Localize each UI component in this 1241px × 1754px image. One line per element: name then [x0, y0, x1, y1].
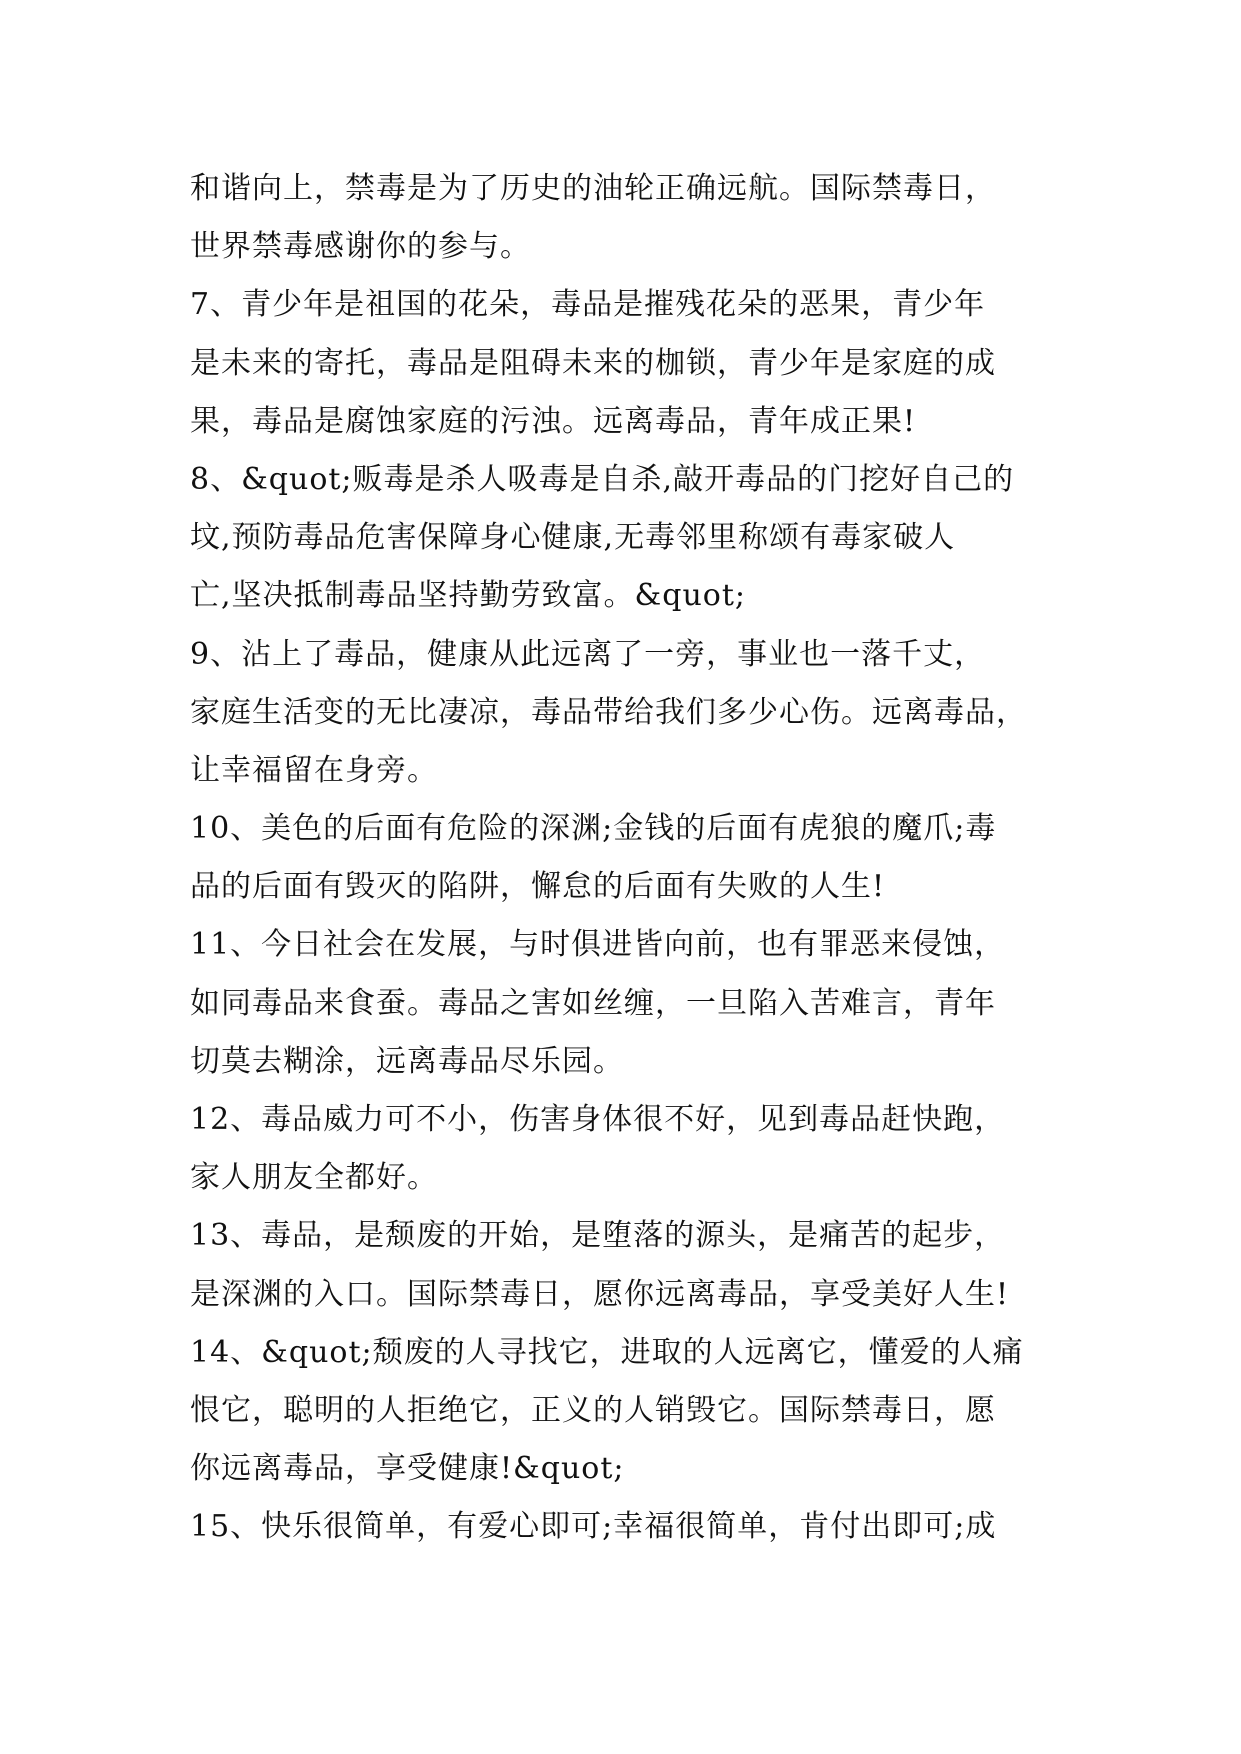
text-line: 9、沾上了毒品，健康从此远离了一旁，事业也一落千丈，: [190, 636, 986, 672]
paragraph-13: [190, 1207, 1070, 1323]
paragraph-9: [190, 626, 1070, 801]
paragraph-10: [190, 800, 1070, 916]
paragraph-continuation: [190, 160, 1070, 276]
text-line: 让幸福留在身旁。: [190, 752, 438, 788]
text-line: 11、今日社会在发展，与时俱进皆向前，也有罪恶来侵蚀，: [190, 927, 1006, 963]
text-line: 7、青少年是祖国的花朵，毒品是摧残花朵的恶果，青少年: [190, 287, 986, 323]
paragraph-12: [190, 1091, 1070, 1207]
text-line: 品的后面有毁灭的陷阱，懈怠的后面有失败的人生!: [190, 869, 886, 905]
paragraph-8: [190, 451, 1070, 626]
paragraph-15: [190, 1498, 1070, 1556]
text-line: 是深渊的入口。国际禁毒日，愿你远离毒品，享受美好人生!: [190, 1276, 1010, 1312]
paragraph-11: [190, 916, 1070, 1091]
text-line: 8、&quot;贩毒是杀人吸毒是自杀,敲开毒品的门挖好自己的: [190, 461, 1015, 497]
text-line: 你远离毒品，享受健康!&quot;: [190, 1451, 625, 1487]
text-line: 12、毒品威力可不小，伤害身体很不好，见到毒品赶快跑，: [190, 1102, 1006, 1137]
paragraph-14: [190, 1324, 1070, 1499]
text-line: 坟,预防毒品危害保障身心健康,无毒邻里称颂有毒家破人: [190, 520, 956, 556]
text-line: 切莫去糊涂，远离毒品尽乐园。: [190, 1043, 624, 1079]
text-line: 15、快乐很简单，有爱心即可;幸福很简单，肯付出即可;成: [190, 1509, 997, 1545]
text-line: 世界禁毒感谢你的参与。: [190, 229, 531, 265]
text-line: 和谐向上，禁毒是为了历史的油轮正确远航。国际禁毒日，: [190, 171, 996, 206]
text-line: 家人朋友全都好。: [190, 1160, 438, 1196]
paragraph-7: [190, 276, 1070, 451]
text-line: 13、毒品，是颓废的开始，是堕落的源头，是痛苦的起步，: [190, 1218, 1006, 1254]
text-line: 家庭生活变的无比凄凉，毒品带给我们多少心伤。远离毒品，: [190, 694, 1027, 730]
text-line: 14、&quot;颓废的人寻找它，进取的人远离它，懂爱的人痛: [190, 1334, 1024, 1370]
document-body: [190, 160, 1070, 1557]
text-line: 是未来的寄托，毒品是阻碍未来的枷锁，青少年是家庭的成: [190, 345, 996, 381]
text-line: 恨它，聪明的人拒绝它，正义的人销毁它。国际禁毒日，愿: [190, 1392, 996, 1428]
text-line: 亡,坚决抵制毒品坚持勤劳致富。&quot;: [190, 578, 746, 614]
text-line: 如同毒品来食蚕。毒品之害如丝缠，一旦陷入苦难言，青年: [190, 985, 996, 1021]
text-line: 果，毒品是腐蚀家庭的污浊。远离毒品，青年成正果!: [190, 403, 917, 439]
text-line: 10、美色的后面有危险的深渊;金钱的后面有虎狼的魔爪;毒: [190, 811, 997, 847]
